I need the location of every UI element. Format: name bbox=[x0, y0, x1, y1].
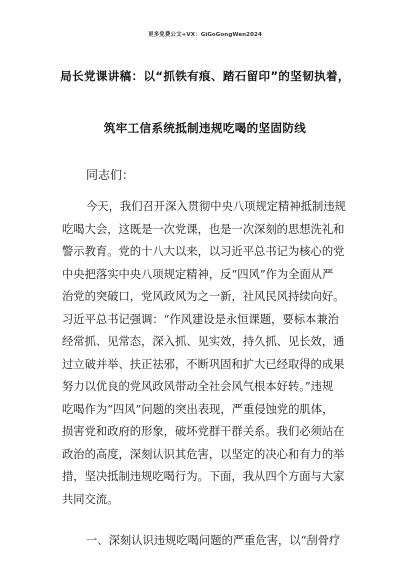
document-title-line-2: 筑牢工信系统抵制违规吃喝的坚固防线 bbox=[103, 121, 307, 135]
paragraph-line: 经常抓、见常态，深入抓、见实效，持久抓、见长效，通 bbox=[62, 335, 345, 348]
paragraph-line: 共同交流。 bbox=[62, 492, 119, 506]
section-heading: 一、深刻认识违规吃喝问题的严重危害，以“刮骨疗 bbox=[86, 534, 341, 547]
paragraph-line: 吃喝大会，这既是一次党课，也是一次深刻的思想洗礼和 bbox=[62, 222, 345, 236]
paragraph-line: 努力以优良的党风政风带动全社会风气根本好转。”违规 bbox=[62, 380, 334, 393]
body-paragraph bbox=[62, 196, 352, 511]
paragraph-line: 过立破并举、扶正祛邪，不断巩固和扩大已经取得的成果 bbox=[62, 357, 345, 371]
paragraph-line: 损害党和政府的形象，破坏党群干群关系。我们必须站在 bbox=[62, 425, 345, 438]
paragraph-line: 警示教育。党的十八大以来，以习近平总书记为核心的党 bbox=[62, 245, 345, 258]
paragraph-line: 政治的高度，深刻认识其危害，以坚定的决心和有力的举 bbox=[62, 447, 345, 461]
paragraph-line: 治党的突破口，党风政风为之一新，社风民风持续向好。 bbox=[62, 290, 345, 303]
greeting: 同志们： bbox=[86, 168, 135, 182]
paragraph-line: 措，坚决抵制违规吃喝行为。下面，我从四个方面与大家 bbox=[62, 470, 345, 483]
paragraph-line: 习近平总书记强调：“作风建设是永恒课题，要标本兼治 bbox=[62, 312, 339, 326]
paragraph-line: 中央把落实中央八项规定精神，反“四风”作为全面从严 bbox=[62, 267, 334, 281]
header-note: 更多免费公文+VX：GiGoGongWen2024 bbox=[148, 32, 262, 38]
paragraph-line: 吃喝作为“四风”问题的突出表现，严重侵蚀党的肌体， bbox=[62, 402, 334, 416]
paragraph-line: 今天，我们召开深入贯彻中央八项规定精神抵制违规 bbox=[86, 200, 346, 213]
document-title-line-1: 局长党课讲稿：以“抓铁有痕、踏石留印”的坚韧执着， bbox=[60, 69, 350, 83]
